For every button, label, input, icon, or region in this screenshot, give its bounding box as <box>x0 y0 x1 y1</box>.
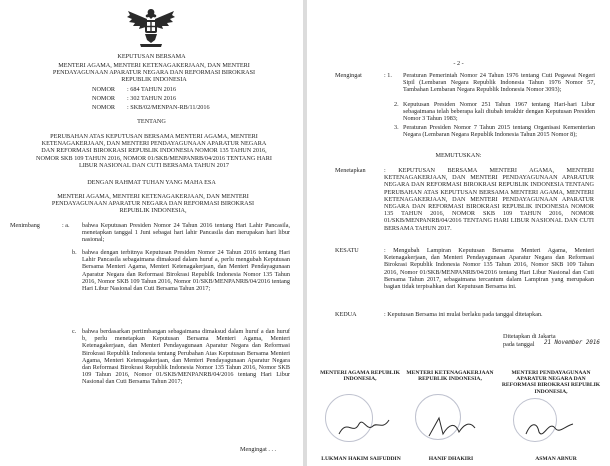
enactment-place: Ditetapkan di Jakarta <box>503 333 556 340</box>
number-value-1: : 684 TAHUN 2016 <box>127 86 177 93</box>
number-label-2: NOMOR <box>92 95 116 102</box>
signatory-name-2: HANIF DHAKIRI <box>428 455 474 462</box>
signature-1 <box>337 414 391 440</box>
number-label-1: NOMOR <box>92 86 116 93</box>
page-1 <box>0 0 303 466</box>
menetapkan-text: : KEPUTUSAN BERSAMA MENTERI AGAMA, MENTERI KETENAGAKERJAAN, DAN MENTERI PENDAYAGUNAAN APARATUR NEGARA DAN REFORMASI BIROKRASI REPUBLIK INDONESIA TENTANG PERUBAHAN ATAS KEPUTUSAN BERSAMA MENTERI AGAMA, MENTERI KETENAGAKERJAAN, DAN MENTERI PENDAYAGUNAAN APARATUR NEGARA DAN REFORMASI BIROKRASI REPUBLIK INDONESIA NOMOR 135 TAHUN 2016, NOMOR SKB 109 TAHUN 2016, NOMOR 01/SKB/MENPANRB/04/2016 TENTANG HARI LIBUR NASIONAL DAN CUTI BERSAMA TAHUN 2017. <box>384 167 594 232</box>
legal-basis-1: Peraturan Pemerintah Nomor 24 Tahun 1976 tentang Cuti Pegawai Negeri Sipil (Lembaran Negara Republik Indonesia Tahun 1976 Nomor 57, Tambahan Lembaran Negara Republik Indonesia Nomor 3093); <box>403 72 595 94</box>
consideration-a: bahwa Keputusan Presiden Nomor 24 Tahun 2016 tentang Hari Lahir Pancasila, menetapkan tanggal 1 Juni sebagai hari lahir Pancasila dan merupakan hari libur nasional; <box>82 222 290 244</box>
kesatu-text: : Mengubah Lampiran Keputusan Bersama Menteri Agama, Menteri Ketenagakerjaan, dan Menteri Pendayagunaan Aparatur Negara dan Reformasi Birokrasi Republik Indonesia Nomor 135 Tahun 2016, Nomor SKB 109 Tahun 2016, Nomor 01/SKB/MENPANRB/04/2016 tentang Hari Libur Nasional dan Cuti Bersama Tahun 2017, sebagaimana tercantum dalam Lampiran yang merupakan bagian tidak terpisahkan dari Keputusan Bersama ini. <box>384 247 594 291</box>
document-title: KEPUTUSAN BERSAMA <box>117 53 186 60</box>
consideration-marker-c: c. <box>72 328 77 335</box>
kedua-label: KEDUA <box>335 311 357 318</box>
legal-basis-marker-1: : 1. <box>384 72 392 79</box>
memutuskan-heading: MEMUTUSKAN: <box>435 152 482 159</box>
legal-basis-3: Peraturan Presiden Nomor 7 Tahun 2015 tentang Organisasi Kementerian Negara (Lembaran Negara Republik Indonesia Tahun 2015 Nomor 8); <box>403 124 595 139</box>
number-label-3: NOMOR <box>92 104 116 111</box>
legal-basis-2: Keputusan Presiden Nomor 251 Tahun 1967 tentang Hari-hari Libur sebagaimana telah beberapa kali diubah terakhir dengan Keputusan Presiden Nomor 3 Tahun 1983; <box>403 101 595 123</box>
signatory-title-3: MENTERI PENDAYAGUNAAN APARATUR NEGARA DAN REFORMASI BIROKRASI REPUBLIK INDONESIA, <box>501 369 601 395</box>
number-value-2: : 302 TAHUN 2016 <box>127 95 177 102</box>
ministers-heading: MENTERI AGAMA, MENTERI KETENAGAKERJAAN, DAN MENTERI PENDAYAGUNAAN APARATUR NEGARA DAN REFORMASI BIROKRASI REPUBLIK INDONESIA, <box>51 193 255 215</box>
enactment-date: 21 November 2016 <box>544 340 600 346</box>
consideration-b: bahwa dengan terbitnya Keputusan Presiden Nomor 24 Tahun 2016 tentang Hari Lahir Pancasila sebagaimana dimaksud dalam huruf a, perlu mengubah Keputusan Bersama Menteri Agama, Menteri Ketenagakerjaan, dan Menteri Pendayagunaan Aparatur Negara dan Reformasi Birokrasi Republik Indonesia Nomor 135 Tahun 2016, Nomor SKB 109 Tahun 2016, Nomor 01/SKB/MENPANRB/04/2016 tentang Hari Libur Nasional dan Cuti Bersama Tahun 2017; <box>82 249 290 293</box>
continuation-note: Mengingat . . . <box>240 446 277 453</box>
consideration-marker-b: b. <box>72 249 77 256</box>
page-2 <box>307 0 610 466</box>
signatory-name-3: ASMAN ABNUR <box>535 455 577 462</box>
signatory-title-1: MENTERI AGAMA REPUBLIK INDONESIA, <box>320 369 400 382</box>
signature-3 <box>523 416 577 442</box>
signatory-name-1: LUKMAN HAKIM SAIFUDDIN <box>321 455 401 462</box>
decree-subject: PERUBAHAN ATAS KEPUTUSAN BERSAMA MENTERI AGAMA, MENTERI KETENAGAKERJAAN, DAN MENTERI PENDAYAGUNAAN APARATUR NEGARA DAN REFORMASI BIROKRASI REPUBLIK INDONESIA NOMOR 135 TAHUN 2016, NOMOR SKB 109 TAHUN 2016, NOMOR 01/SKB/MENPANRB/04/2016 TENTANG HARI LIBUR NASIONAL DAN CUTI BERSAMA TAHUN 2017 <box>36 133 272 169</box>
signatory-title-2: MENTERI KETENAGAKERJAAN REPUBLIK INDONESIA, <box>406 369 494 382</box>
kesatu-label: KESATU <box>335 247 359 254</box>
mengingat-label: Mengingat <box>335 72 362 79</box>
menimbang-label: Menimbang <box>10 222 40 229</box>
page-number: - 2 - <box>453 60 464 67</box>
legal-basis-marker-3: 3. <box>394 124 399 131</box>
signature-2 <box>425 414 479 440</box>
garuda-emblem <box>126 5 176 51</box>
tentang-heading: TENTANG <box>137 118 166 125</box>
legal-basis-marker-2: 2. <box>394 101 399 108</box>
enactment-date-prefix: pada tanggal <box>503 341 535 348</box>
menetapkan-label: Menetapkan <box>335 167 366 174</box>
authors-heading: MENTERI AGAMA, MENTERI KETENAGAKERJAAN, DAN MENTERI PENDAYAGUNAAN APARATUR NEGARA DAN REFORMASI BIROKRASI REPUBLIK INDONESIA <box>52 62 256 84</box>
consideration-marker-a: : a. <box>62 222 70 229</box>
kedua-text: : Keputusan Bersama ini mulai berlaku pada tanggal ditetapkan. <box>384 311 543 318</box>
number-value-3: : SKB/02/MENPAN-RB/11/2016 <box>127 104 210 111</box>
invocation: DENGAN RAHMAT TUHAN YANG MAHA ESA <box>87 179 216 186</box>
consideration-c: bahwa berdasarkan pertimbangan sebagaimana dimaksud dalam huruf a dan huruf b, perlu menetapkan Keputusan Bersama Menteri Agama, Menteri Ketenagakerjaan, dan Menteri Pendayagunaan Aparatur Negara dan Reformasi Birokrasi Republik Indonesia tentang Perubahan Atas Keputusan Bersama Menteri Agama, Menteri Ketenagakerjaan, dan Menteri Pendayagunaan Aparatur Negara dan Reformasi Birokrasi Republik Indonesia Nomor 135 Tahun 2016, Nomor SKB 109 Tahun 2016, Nomor 01/SKB/MENPANRB/04/2016 tentang Hari Libur Nasional dan Cuti Bersama Tahun 2017; <box>82 328 290 386</box>
